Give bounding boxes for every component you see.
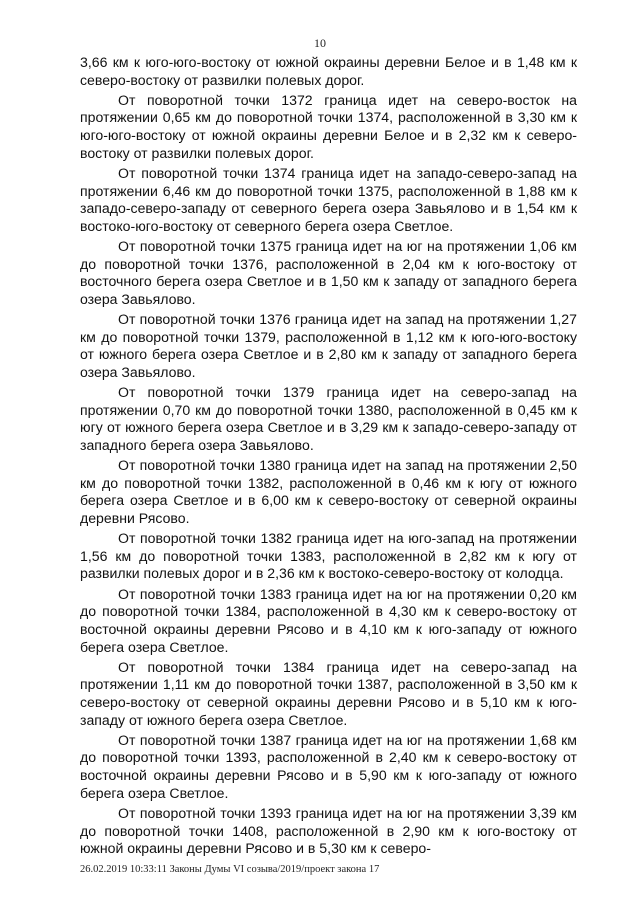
paragraph: От поворотной точки 1384 граница идет на северо-запад на протяжении 1,11 км до поворотной точки 1387, расположенной в 3,50 км к северо-востоку от северной окраины деревни Рясово и в 5,10 км к юго-западу от южного берега озера Светлое. [80, 658, 577, 728]
document-footer: 26.02.2019 10:33:11 Законы Думы VI созыва/2019/проект закона 17 [80, 864, 380, 875]
document-body [80, 54, 577, 860]
paragraph: 3,66 км к юго-юго-востоку от южной окраины деревни Белое и в 1,48 км к северо-востоку от развилки полевых дорог. [80, 54, 577, 88]
page-number: 10 [314, 36, 326, 50]
paragraph: От поворотной точки 1374 граница идет на западо-северо-запад на протяжении 6,46 км до поворотной точки 1375, расположенной в 1,88 км к западо-северо-западу от северного берега озера Завьялово и в 1,54 км к востоко-юго-востоку от северного берега озера Светлое. [80, 164, 577, 234]
paragraph: От поворотной точки 1379 граница идет на северо-запад на протяжении 0,70 км до поворотной точки 1380, расположенной в 0,45 км к югу от южного берега озера Светлое и в 3,29 км к западо-северо-западу от западного берега озера Завьялово. [80, 384, 577, 453]
paragraph: От поворотной точки 1380 граница идет на запад на протяжении 2,50 км до поворотной точки 1382, расположенной в 0,46 км к югу от южного берега озера Светлое и в 6,00 км к северо-востоку от северной окраины деревни Рясово. [80, 457, 577, 526]
paragraph: От поворотной точки 1382 граница идет на юго-запад на протяжении 1,56 км до поворотной точки 1383, расположенной в 2,82 км к югу от развилки полевых дорог и в 2,36 км к востоко-северо-востоку от колодца. [80, 530, 577, 582]
paragraph: От поворотной точки 1383 граница идет на юг на протяжении 0,20 км до поворотной точки 1384, расположенной в 4,30 км к северо-востоку от восточной окраины деревни Рясово и в 4,10 км к юго-западу от южного берега озера Светлое. [80, 585, 577, 655]
paragraph: От поворотной точки 1393 граница идет на юг на протяжении 3,39 км до поворотной точки 1408, расположенной в 2,90 км к юго-востоку от южной окраины деревни Рясово и в 5,30 км к северо- [80, 804, 577, 857]
paragraph: От поворотной точки 1375 граница идет на юг на протяжении 1,06 км до поворотной точки 1376, расположенной в 2,04 км к юго-востоку от восточного берега озера Светлое и в 1,50 км к западу от западного берега озера Завьялово. [80, 238, 577, 307]
paragraph: От поворотной точки 1372 граница идет на северо-восток на протяжении 0,65 км до поворотной точки 1374, расположенной в 3,30 км к юго-юго-востоку от южной окраины деревни Белое и в 2,32 км к северо-востоку от развилки полевых дорог. [80, 91, 577, 161]
paragraph: От поворотной точки 1376 граница идет на запад на протяжении 1,27 км до поворотной точки 1379, расположенной в 1,12 км к юго-юго-востоку от южного берега озера Светлое и в 2,80 км к западу от западного берега озера Завьялово. [80, 311, 577, 380]
paragraph: От поворотной точки 1387 граница идет на юг на протяжении 1,68 км до поворотной точки 1393, расположенной в 2,40 км к северо-востоку от восточной окраины деревни Рясово и в 5,90 км к юго-западу от южного берега озера Светлое. [80, 731, 577, 801]
